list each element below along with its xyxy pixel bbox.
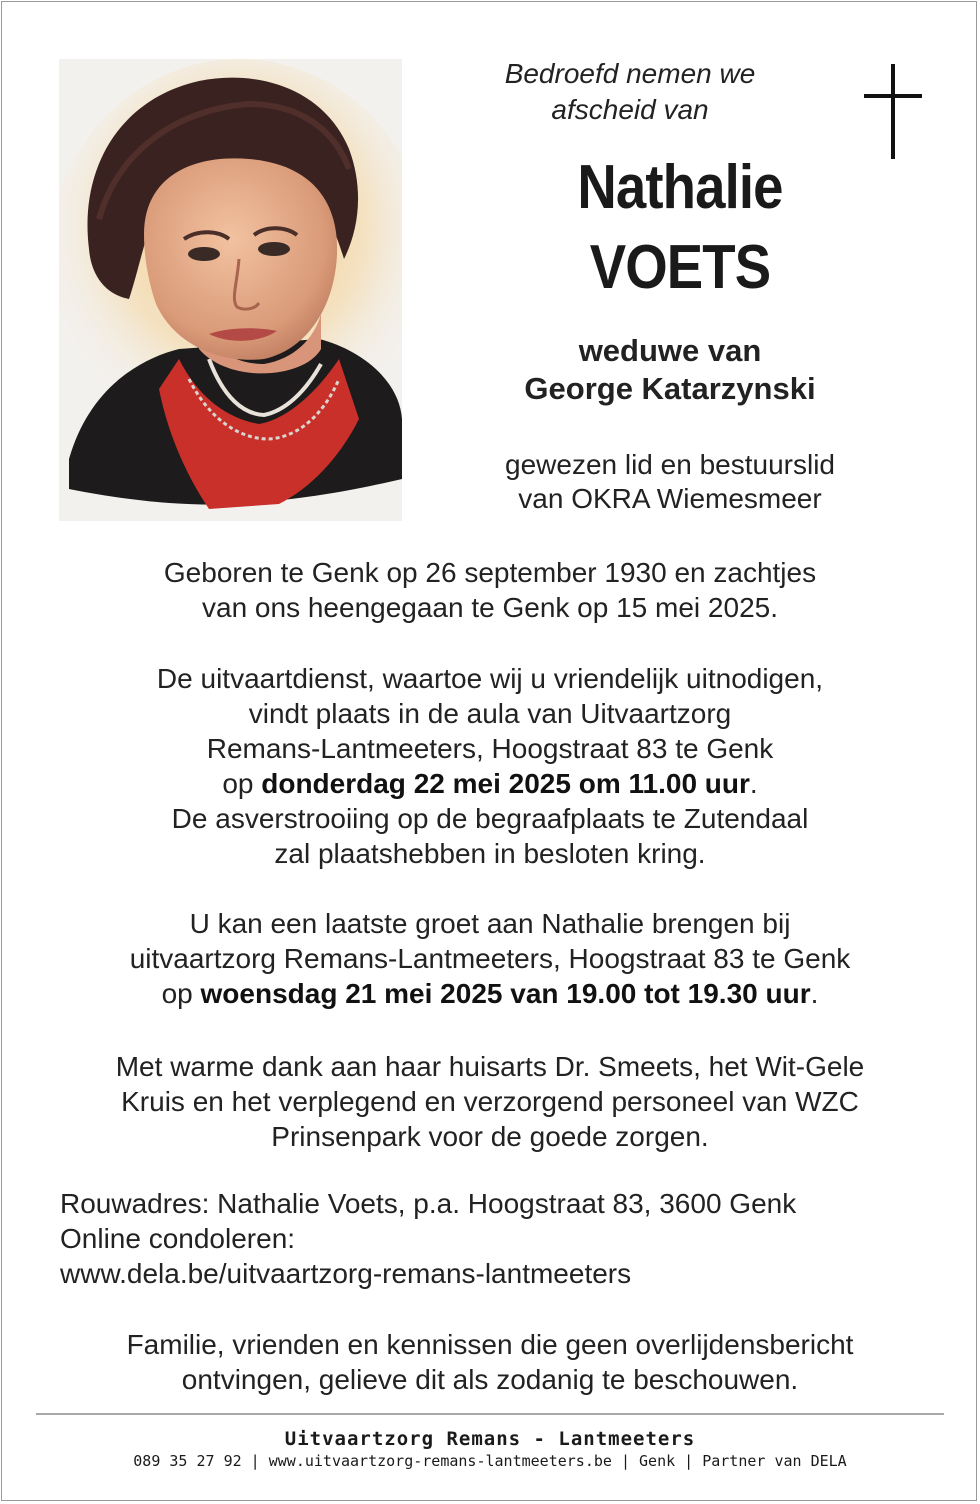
deceased-name bbox=[504, 148, 856, 308]
thanks-paragraph bbox=[40, 1049, 940, 1154]
service-date-line bbox=[40, 766, 940, 801]
portrait-illustration bbox=[59, 59, 402, 521]
text-suffix: . bbox=[749, 768, 758, 799]
paragraph-line: uitvaartzorg Remans-Lantmeeters, Hoogstraat 83 te Genk bbox=[129, 943, 851, 974]
cross-icon bbox=[864, 64, 922, 159]
text-prefix: op bbox=[222, 768, 262, 799]
funeral-company-info: 089 35 27 92 | www.uitvaartzorg-remans-lantmeeters.be | Genk | Partner van DELA bbox=[133, 1452, 847, 1470]
mourning-address: Rouwadres: Nathalie Voets, p.a. Hoogstraat 83, 3600 Genk bbox=[60, 1188, 797, 1219]
service-date: donderdag 22 mei 2025 om 11.00 uur bbox=[261, 768, 750, 799]
paragraph-line: ontvingen, gelieve dit als zodanig te beschouwen. bbox=[181, 1364, 799, 1395]
portrait-photo bbox=[59, 59, 402, 521]
paragraph-line: De asverstrooiing op de begraafplaats te Zutendaal bbox=[171, 803, 809, 834]
footer-divider bbox=[36, 1413, 944, 1415]
last-name: VOETS bbox=[589, 233, 771, 302]
membership-info bbox=[470, 448, 870, 516]
visitation-date: woensdag 21 mei 2025 van 19.00 tot 19.30 uur bbox=[200, 978, 811, 1009]
paragraph-line: Remans-Lantmeeters, Hoogstraat 83 te Genk bbox=[206, 733, 774, 764]
contact-block bbox=[60, 1186, 940, 1291]
text-prefix: op bbox=[161, 978, 201, 1009]
condolence-link[interactable]: www.dela.be/uitvaartzorg-remans-lantmeeters bbox=[60, 1258, 632, 1289]
paragraph-line: Met warme dank aan haar huisarts Dr. Smeets, het Wit-Gele bbox=[115, 1051, 865, 1082]
condolence-label: Online condoleren: bbox=[60, 1223, 296, 1254]
paragraph-line: Kruis en het verplegend en verzorgend personeel van WZC bbox=[121, 1086, 859, 1117]
funeral-company-name: Uitvaartzorg Remans - Lantmeeters bbox=[284, 1428, 696, 1450]
intro-line: Bedroefd nemen we bbox=[504, 58, 756, 89]
membership-line: gewezen lid en bestuurslid bbox=[505, 449, 835, 480]
spouse-name: George Katarzynski bbox=[524, 371, 816, 406]
notice-paragraph bbox=[40, 1327, 940, 1397]
paragraph-line: Prinsenpark voor de goede zorgen. bbox=[271, 1121, 709, 1152]
membership-line: van OKRA Wiemesmeer bbox=[518, 483, 822, 514]
birth-death-paragraph bbox=[40, 555, 940, 625]
visitation-paragraph bbox=[40, 906, 940, 1011]
intro-text bbox=[430, 56, 830, 128]
paragraph-line: Familie, vrienden en kennissen die geen overlijdensbericht bbox=[126, 1329, 854, 1360]
spouse-line: weduwe van bbox=[578, 333, 762, 368]
service-paragraph bbox=[40, 661, 940, 871]
text-suffix: . bbox=[810, 978, 819, 1009]
paragraph-line: Geboren te Genk op 26 september 1930 en zachtjes bbox=[163, 557, 817, 588]
spouse-info bbox=[470, 332, 870, 408]
paragraph-line: van ons heengegaan te Genk op 15 mei 2025. bbox=[202, 592, 778, 623]
paragraph-line: U kan een laatste groet aan Nathalie brengen bij bbox=[189, 908, 791, 939]
paragraph-line: De uitvaartdienst, waartoe wij u vriendelijk uitnodigen, bbox=[156, 663, 824, 694]
first-name: Nathalie bbox=[577, 153, 783, 222]
paragraph-line: vindt plaats in de aula van Uitvaartzorg bbox=[248, 698, 732, 729]
visitation-date-line bbox=[40, 976, 940, 1011]
paragraph-line: zal plaatshebben in besloten kring. bbox=[274, 838, 706, 869]
intro-line: afscheid van bbox=[551, 94, 709, 125]
